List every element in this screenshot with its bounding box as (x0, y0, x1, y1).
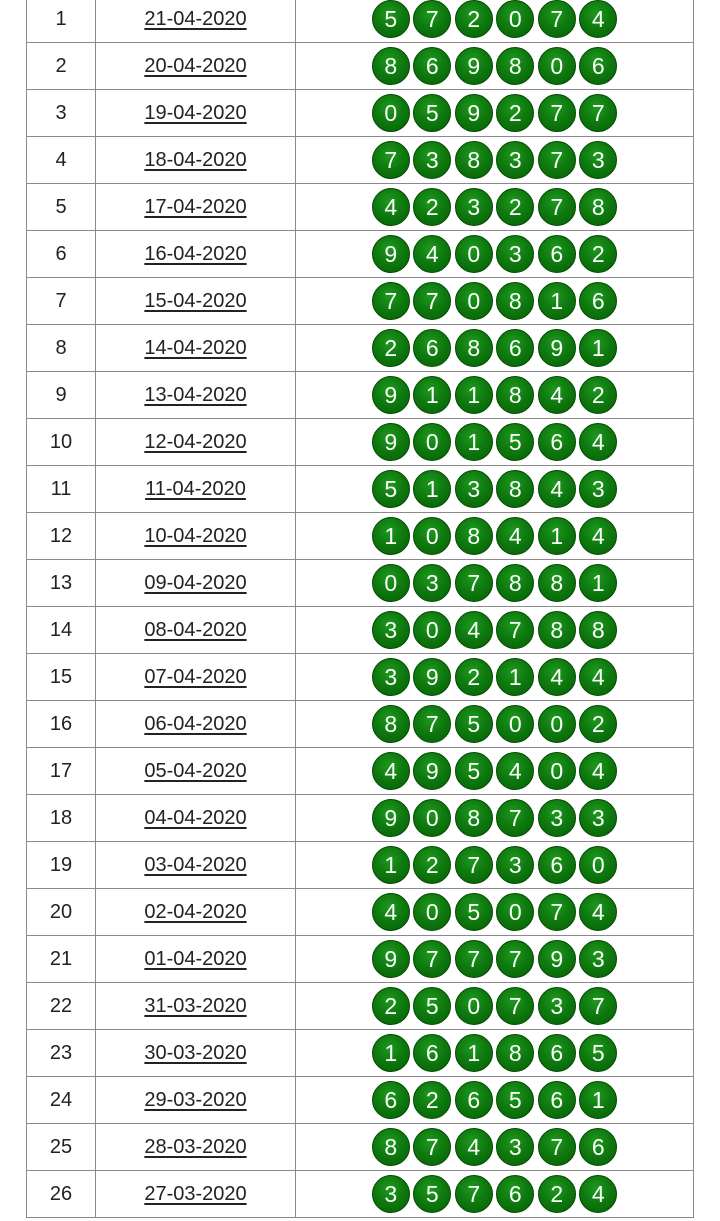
digit-ball: 0 (496, 893, 534, 931)
row-number: 13 (26, 560, 95, 606)
table-row (26, 1030, 694, 1077)
digit-ball: 8 (538, 611, 576, 649)
result-digits (295, 607, 694, 653)
digit-ball: 3 (413, 141, 451, 179)
digit-ball: 7 (455, 940, 493, 978)
date-cell (95, 983, 295, 1029)
table-row (26, 231, 694, 278)
digit-ball: 3 (496, 235, 534, 273)
digit-ball: 8 (372, 1128, 410, 1166)
row-number: 12 (26, 513, 95, 559)
digit-ball: 6 (538, 235, 576, 273)
digit-ball: 6 (496, 1175, 534, 1213)
digit-ball: 3 (496, 846, 534, 884)
digit-ball: 8 (372, 47, 410, 85)
digit-ball: 3 (372, 658, 410, 696)
digit-ball: 6 (538, 423, 576, 461)
digit-ball: 0 (413, 799, 451, 837)
result-date-link[interactable]: 30-03-2020 (144, 1041, 247, 1064)
digit-ball: 4 (579, 517, 617, 555)
date-cell (95, 513, 295, 559)
digit-ball: 4 (455, 1128, 493, 1166)
table-row (26, 748, 694, 795)
date-cell (95, 325, 295, 371)
digit-ball: 3 (455, 470, 493, 508)
digit-ball: 8 (455, 329, 493, 367)
digit-ball: 6 (496, 329, 534, 367)
digit-ball: 7 (496, 611, 534, 649)
digit-ball: 0 (455, 987, 493, 1025)
digit-ball: 6 (455, 1081, 493, 1119)
digit-ball: 7 (372, 141, 410, 179)
result-date-link[interactable]: 20-04-2020 (144, 54, 247, 77)
digit-ball: 1 (496, 658, 534, 696)
result-date-link[interactable]: 12-04-2020 (144, 430, 247, 453)
row-number: 8 (26, 325, 95, 371)
digit-ball: 1 (455, 376, 493, 414)
row-number: 19 (26, 842, 95, 888)
date-cell (95, 43, 295, 89)
table-row (26, 936, 694, 983)
digit-ball: 2 (579, 235, 617, 273)
date-cell (95, 372, 295, 418)
row-number: 21 (26, 936, 95, 982)
digit-ball: 4 (579, 423, 617, 461)
digit-ball: 4 (496, 752, 534, 790)
digit-ball: 2 (413, 1081, 451, 1119)
row-number: 4 (26, 137, 95, 183)
result-digits (295, 419, 694, 465)
digit-ball: 6 (413, 1034, 451, 1072)
digit-ball: 4 (579, 0, 617, 38)
row-number: 5 (26, 184, 95, 230)
digit-ball: 0 (496, 705, 534, 743)
digit-ball: 0 (413, 517, 451, 555)
digit-ball: 6 (372, 1081, 410, 1119)
result-date-link[interactable]: 21-04-2020 (144, 7, 247, 30)
result-date-link[interactable]: 15-04-2020 (144, 289, 247, 312)
digit-ball: 0 (455, 282, 493, 320)
digit-ball: 8 (455, 141, 493, 179)
digit-ball: 7 (579, 94, 617, 132)
table-row (26, 513, 694, 560)
digit-ball: 8 (496, 47, 534, 85)
table-row (26, 607, 694, 654)
digit-ball: 8 (455, 799, 493, 837)
digit-ball: 5 (579, 1034, 617, 1072)
table-row (26, 184, 694, 231)
result-digits (295, 466, 694, 512)
date-cell (95, 607, 295, 653)
digit-ball: 5 (413, 94, 451, 132)
result-digits (295, 278, 694, 324)
digit-ball: 5 (455, 752, 493, 790)
row-number: 3 (26, 90, 95, 136)
digit-ball: 1 (579, 564, 617, 602)
result-digits (295, 372, 694, 418)
date-cell (95, 278, 295, 324)
digit-ball: 0 (372, 94, 410, 132)
digit-ball: 2 (455, 658, 493, 696)
digit-ball: 0 (538, 705, 576, 743)
digit-ball: 7 (413, 705, 451, 743)
digit-ball: 8 (496, 564, 534, 602)
table-row (26, 372, 694, 419)
digit-ball: 8 (455, 517, 493, 555)
table-row (26, 889, 694, 936)
result-date-link[interactable]: 29-03-2020 (144, 1088, 247, 1111)
result-digits (295, 513, 694, 559)
result-digits (295, 842, 694, 888)
digit-ball: 5 (496, 423, 534, 461)
result-digits (295, 184, 694, 230)
digit-ball: 2 (538, 1175, 576, 1213)
row-number: 20 (26, 889, 95, 935)
table-row (26, 419, 694, 466)
row-number: 6 (26, 231, 95, 277)
date-cell (95, 842, 295, 888)
table-row (26, 1124, 694, 1171)
digit-ball: 3 (538, 799, 576, 837)
result-digits (295, 325, 694, 371)
digit-ball: 6 (579, 282, 617, 320)
digit-ball: 7 (538, 0, 576, 38)
result-date-link[interactable]: 09-04-2020 (144, 571, 247, 594)
result-date-link[interactable]: 13-04-2020 (144, 383, 247, 406)
row-number: 14 (26, 607, 95, 653)
digit-ball: 3 (579, 470, 617, 508)
digit-ball: 1 (413, 470, 451, 508)
digit-ball: 7 (496, 799, 534, 837)
digit-ball: 7 (538, 893, 576, 931)
result-date-link[interactable]: 07-04-2020 (144, 665, 247, 688)
table-row (26, 1171, 694, 1218)
date-cell (95, 654, 295, 700)
digit-ball: 0 (579, 846, 617, 884)
result-digits (295, 983, 694, 1029)
table-row (26, 90, 694, 137)
date-cell (95, 936, 295, 982)
result-digits (295, 654, 694, 700)
digit-ball: 2 (579, 705, 617, 743)
digit-ball: 5 (413, 1175, 451, 1213)
digit-ball: 1 (455, 1034, 493, 1072)
digit-ball: 3 (455, 188, 493, 226)
result-date-link[interactable]: 04-04-2020 (144, 806, 247, 829)
row-number: 2 (26, 43, 95, 89)
digit-ball: 3 (538, 987, 576, 1025)
digit-ball: 2 (455, 0, 493, 38)
digit-ball: 0 (413, 893, 451, 931)
digit-ball: 7 (413, 282, 451, 320)
date-cell (95, 0, 295, 42)
digit-ball: 4 (538, 658, 576, 696)
digit-ball: 1 (413, 376, 451, 414)
digit-ball: 9 (538, 940, 576, 978)
result-date-link[interactable]: 31-03-2020 (144, 994, 247, 1017)
date-cell (95, 748, 295, 794)
digit-ball: 3 (372, 611, 410, 649)
digit-ball: 4 (413, 235, 451, 273)
result-date-link[interactable]: 10-04-2020 (144, 524, 247, 547)
table-row (26, 43, 694, 90)
result-date-link[interactable]: 06-04-2020 (144, 712, 247, 735)
table-row (26, 137, 694, 184)
digit-ball: 8 (538, 564, 576, 602)
table-row (26, 795, 694, 842)
result-date-link[interactable]: 01-04-2020 (144, 947, 247, 970)
digit-ball: 2 (413, 846, 451, 884)
digit-ball: 5 (372, 470, 410, 508)
result-date-link[interactable]: 14-04-2020 (144, 336, 247, 359)
digit-ball: 9 (372, 376, 410, 414)
digit-ball: 8 (496, 1034, 534, 1072)
digit-ball: 0 (413, 611, 451, 649)
digit-ball: 4 (538, 376, 576, 414)
date-cell (95, 1077, 295, 1123)
digit-ball: 7 (413, 940, 451, 978)
row-number: 9 (26, 372, 95, 418)
digit-ball: 6 (538, 1034, 576, 1072)
result-digits (295, 43, 694, 89)
digit-ball: 6 (413, 329, 451, 367)
digit-ball: 4 (579, 1175, 617, 1213)
digit-ball: 9 (413, 658, 451, 696)
result-digits (295, 231, 694, 277)
result-digits (295, 137, 694, 183)
digit-ball: 1 (372, 1034, 410, 1072)
digit-ball: 0 (496, 0, 534, 38)
row-number: 7 (26, 278, 95, 324)
digit-ball: 4 (579, 893, 617, 931)
digit-ball: 9 (372, 799, 410, 837)
digit-ball: 5 (455, 705, 493, 743)
digit-ball: 1 (579, 329, 617, 367)
date-cell (95, 701, 295, 747)
digit-ball: 7 (413, 0, 451, 38)
digit-ball: 6 (538, 1081, 576, 1119)
table-row (26, 1077, 694, 1124)
digit-ball: 2 (496, 94, 534, 132)
digit-ball: 9 (538, 329, 576, 367)
digit-ball: 3 (579, 141, 617, 179)
digit-ball: 2 (372, 987, 410, 1025)
row-number: 18 (26, 795, 95, 841)
digit-ball: 6 (413, 47, 451, 85)
digit-ball: 0 (372, 564, 410, 602)
digit-ball: 7 (455, 846, 493, 884)
result-digits (295, 90, 694, 136)
result-digits (295, 1124, 694, 1170)
row-number: 17 (26, 748, 95, 794)
result-digits (295, 1171, 694, 1217)
digit-ball: 9 (455, 94, 493, 132)
digit-ball: 2 (579, 376, 617, 414)
digit-ball: 0 (455, 235, 493, 273)
result-digits (295, 936, 694, 982)
row-number: 25 (26, 1124, 95, 1170)
results-table (26, 0, 694, 1218)
row-number: 16 (26, 701, 95, 747)
result-date-link[interactable]: 18-04-2020 (144, 148, 247, 171)
digit-ball: 3 (579, 940, 617, 978)
digit-ball: 9 (413, 752, 451, 790)
result-digits (295, 701, 694, 747)
result-digits (295, 560, 694, 606)
digit-ball: 2 (413, 188, 451, 226)
digit-ball: 3 (413, 564, 451, 602)
digit-ball: 0 (538, 47, 576, 85)
digit-ball: 4 (372, 893, 410, 931)
digit-ball: 7 (579, 987, 617, 1025)
digit-ball: 1 (455, 423, 493, 461)
digit-ball: 8 (496, 470, 534, 508)
table-row (26, 560, 694, 607)
table-row (26, 466, 694, 513)
date-cell (95, 1124, 295, 1170)
table-row (26, 0, 694, 43)
table-row (26, 983, 694, 1030)
digit-ball: 4 (372, 752, 410, 790)
row-number: 15 (26, 654, 95, 700)
result-date-link[interactable]: 11-04-2020 (145, 477, 246, 500)
result-digits (295, 1077, 694, 1123)
result-date-link[interactable]: 02-04-2020 (144, 900, 247, 923)
digit-ball: 5 (372, 0, 410, 38)
digit-ball: 9 (372, 423, 410, 461)
date-cell (95, 1171, 295, 1217)
result-digits (295, 795, 694, 841)
digit-ball: 6 (538, 846, 576, 884)
digit-ball: 3 (372, 1175, 410, 1213)
digit-ball: 5 (413, 987, 451, 1025)
digit-ball: 1 (538, 517, 576, 555)
digit-ball: 7 (455, 564, 493, 602)
result-digits (295, 0, 694, 42)
digit-ball: 9 (372, 235, 410, 273)
digit-ball: 8 (372, 705, 410, 743)
result-digits (295, 889, 694, 935)
digit-ball: 1 (372, 517, 410, 555)
digit-ball: 9 (455, 47, 493, 85)
date-cell (95, 466, 295, 512)
digit-ball: 7 (496, 940, 534, 978)
date-cell (95, 795, 295, 841)
date-cell (95, 184, 295, 230)
row-number: 11 (26, 466, 95, 512)
digit-ball: 2 (372, 329, 410, 367)
digit-ball: 7 (372, 282, 410, 320)
digit-ball: 1 (372, 846, 410, 884)
digit-ball: 8 (579, 188, 617, 226)
digit-ball: 4 (538, 470, 576, 508)
digit-ball: 7 (455, 1175, 493, 1213)
date-cell (95, 231, 295, 277)
table-row (26, 325, 694, 372)
digit-ball: 7 (538, 141, 576, 179)
digit-ball: 4 (579, 752, 617, 790)
result-date-link[interactable]: 03-04-2020 (144, 853, 247, 876)
digit-ball: 8 (496, 376, 534, 414)
date-cell (95, 560, 295, 606)
digit-ball: 7 (413, 1128, 451, 1166)
row-number: 26 (26, 1171, 95, 1217)
table-row (26, 701, 694, 748)
digit-ball: 5 (455, 893, 493, 931)
date-cell (95, 137, 295, 183)
digit-ball: 4 (579, 658, 617, 696)
digit-ball: 5 (496, 1081, 534, 1119)
result-digits (295, 748, 694, 794)
result-digits (295, 1030, 694, 1076)
row-number: 22 (26, 983, 95, 1029)
digit-ball: 8 (579, 611, 617, 649)
digit-ball: 7 (538, 94, 576, 132)
result-date-link[interactable]: 19-04-2020 (144, 101, 247, 124)
digit-ball: 4 (372, 188, 410, 226)
digit-ball: 7 (538, 188, 576, 226)
digit-ball: 0 (538, 752, 576, 790)
result-date-link[interactable]: 27-03-2020 (144, 1182, 247, 1205)
row-number: 10 (26, 419, 95, 465)
date-cell (95, 90, 295, 136)
digit-ball: 7 (538, 1128, 576, 1166)
digit-ball: 3 (496, 141, 534, 179)
digit-ball: 6 (579, 1128, 617, 1166)
digit-ball: 2 (496, 188, 534, 226)
digit-ball: 1 (579, 1081, 617, 1119)
digit-ball: 4 (455, 611, 493, 649)
digit-ball: 8 (496, 282, 534, 320)
digit-ball: 0 (413, 423, 451, 461)
row-number: 24 (26, 1077, 95, 1123)
digit-ball: 3 (579, 799, 617, 837)
table-row (26, 654, 694, 701)
table-row (26, 278, 694, 325)
digit-ball: 3 (496, 1128, 534, 1166)
result-date-link[interactable]: 05-04-2020 (144, 759, 247, 782)
table-row (26, 842, 694, 889)
date-cell (95, 419, 295, 465)
digit-ball: 9 (372, 940, 410, 978)
result-date-link[interactable]: 17-04-2020 (144, 195, 247, 218)
digit-ball: 4 (496, 517, 534, 555)
date-cell (95, 889, 295, 935)
digit-ball: 1 (538, 282, 576, 320)
date-cell (95, 1030, 295, 1076)
digit-ball: 6 (579, 47, 617, 85)
result-date-link[interactable]: 08-04-2020 (144, 618, 247, 641)
row-number: 1 (26, 0, 95, 42)
result-date-link[interactable]: 16-04-2020 (144, 242, 247, 265)
result-date-link[interactable]: 28-03-2020 (144, 1135, 247, 1158)
row-number: 23 (26, 1030, 95, 1076)
digit-ball: 7 (496, 987, 534, 1025)
